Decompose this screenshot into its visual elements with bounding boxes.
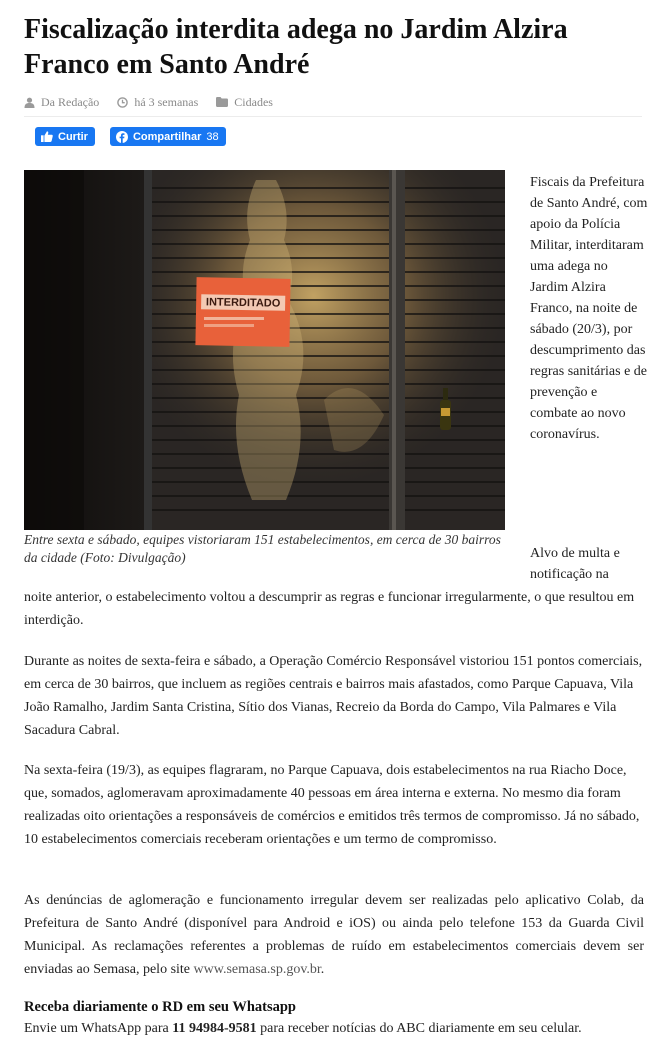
intro-paragraph-side-2: Alvo de multa e notificação na <box>530 546 620 582</box>
whatsapp-line-pre: Envie um WhatsApp para <box>24 1021 173 1036</box>
thumbs-up-icon <box>41 131 53 142</box>
facebook-icon <box>116 131 128 143</box>
paragraph-friday: Na sexta-feira (19/3), as equipes flagraram, no Parque Capuava, dois estabelecimentos na rua Riacho Doce, que, somados, aglomeravam aproximadamente 40 pessoas em área interna e externa. No mesmo dia foram realizadas oito orientações a responsáveis de comércios e emitidos três termos de compromisso. Já no sábado, 10 estabelecimentos comerciais receberam orientações e um termo de compromisso. <box>24 763 640 847</box>
paragraph-complaints <box>24 889 644 981</box>
facebook-like-button[interactable] <box>35 127 95 146</box>
whatsapp-line-post: para receber notícias do ABC diariamente em seu celular. <box>256 1021 582 1036</box>
like-label: Curtir <box>58 130 88 143</box>
paragraph-operation: Durante as noites de sexta-feira e sábado, a Operação Comércio Responsável vistoriou 151 pontos comerciais, em cerca de 30 bairros, que incluem as regiões centrais e bairros mais afastados, como Parque Capuava, Vila João Ramalho, Jardim Santa Cristina, Sítio dos Vianas, Recreio da Borda do Campo, Vila Palmares e Vila Sacadura Cabral. <box>24 654 643 738</box>
meta-time-text: há 3 semanas <box>134 94 199 109</box>
interdiction-sign <box>195 277 290 347</box>
whatsapp-title: Receba diariamente o RD em seu Whatsapp <box>24 999 296 1015</box>
social-buttons <box>35 127 241 146</box>
meta-category-text: Cidades <box>234 94 273 109</box>
clock-icon <box>117 97 128 108</box>
meta-time <box>117 95 198 110</box>
complaints-end: . <box>320 962 325 977</box>
meta-author[interactable] <box>24 95 99 110</box>
semasa-link[interactable]: www.semasa.sp.gov.br <box>193 962 321 977</box>
user-icon <box>24 97 35 108</box>
article-meta <box>24 93 291 111</box>
meta-author-text: Da Redação <box>41 94 100 109</box>
whatsapp-line <box>24 1019 649 1039</box>
article-title: Fiscalização interdita adega no Jardim Alzira Franco em Santo André <box>24 14 568 80</box>
share-count: 38 <box>206 130 219 143</box>
intro-paragraph-continued: noite anterior, o estabelecimento voltou a descumprir as regras e funcionar irregularmente, o que resultou em interdição. <box>24 590 635 628</box>
sign-text: INTERDITADO <box>205 296 281 310</box>
storefront-image <box>24 170 505 530</box>
meta-category[interactable] <box>216 95 273 110</box>
share-label: Compartilhar <box>132 130 202 143</box>
folder-icon <box>216 97 228 107</box>
article-photo <box>24 170 505 530</box>
photo-caption: Entre sexta e sábado, equipes vistoriaram 151 estabelecimentos, em cerca de 30 bairros da cidade (Foto: Divulgação) <box>24 532 501 565</box>
whatsapp-number: 11 94984-9581 <box>172 1021 257 1036</box>
meta-divider <box>24 116 642 117</box>
intro-paragraph-side: Fiscais da Prefeitura de Santo André, com apoio da Polícia Militar, interditaram uma adega no Jardim Alzira Franco, na noite de sábado (20/3), por descumprimento das regras sanitárias e de prevenção e combate ao novo coronavírus. <box>530 175 648 442</box>
facebook-share-button[interactable] <box>110 127 226 146</box>
complaints-text: As denúncias de aglomeração e funcionamento irregular devem ser realizadas pelo aplicativo Colab, da Prefeitura de Santo André (disponível para Android e iOS) ou ainda pelo telefone 153 da Guarda Civil Municipal. As reclamações referentes a problemas de ruído em estabelecimentos comerciais devem ser enviadas ao Semasa, pelo site <box>24 893 644 977</box>
